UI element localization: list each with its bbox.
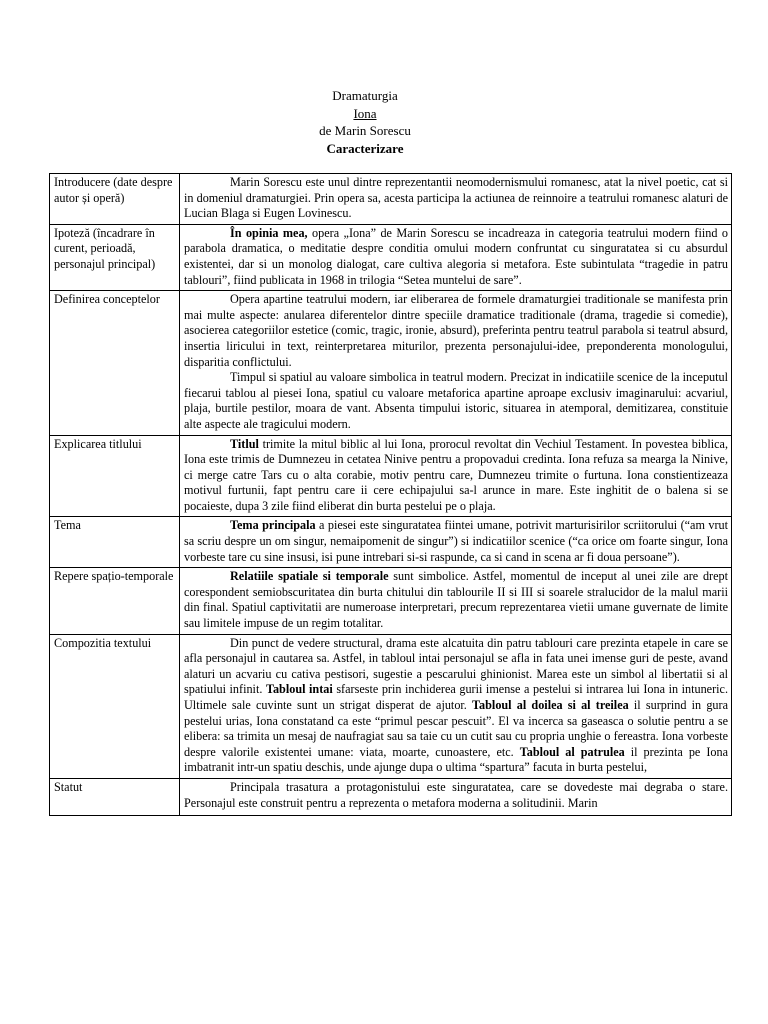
author-line: de Marin Sorescu xyxy=(319,123,411,138)
characterization-table xyxy=(49,173,732,816)
paragraph-text: sunt simbolice. Astfel, momentul de inceput al unei zile are drept corespondent semiobscuritatea din burta chitului din tablourile II si III si soarele stralucidor de la malul marii din final. Spatiul captivitatii are numeroase interpretari, precum reprezentarea vietii umane guvernate de limite sau limitele impuse de un regim totalitar. xyxy=(184,569,729,631)
paragraph-text: Marin Sorescu este unul dintre reprezentantii neomodernismului romanesc, atat la nivel poetic, cat si in domeniul dramaturgiei. Prin opera sa, acesta participa la actiunea de reinnoire a teatrului romanesc alaturi de Lucian Blaga si Eugen Lovinescu. xyxy=(184,175,728,221)
row-content xyxy=(180,291,732,435)
paragraph-text: sfarseste prin inchiderea gurii imense a pestelui si intrarea lui Iona in intuneric. Ultimele sale cuvinte sunt un strigat disperat de ajutor. xyxy=(184,682,728,712)
row-label: Statut xyxy=(50,778,180,815)
row-label: Explicarea titlului xyxy=(50,435,180,517)
bold-phrase: Tabloul al doilea si al treilea xyxy=(472,698,629,712)
paragraph-text: opera „Iona” de Marin Sorescu se incadreaza in categoria teatrului modern fiind o parabola dramatica, o meditatie despre conditia omului modern confruntat cu singuratatea si cu absurdul existentei, dar si un monolog dialogat, care cultiva alegoria si metafora. Este subintulata “tragedie in patru tablouri”, fiind publicata in 1968 in trilogia “Setea muntelui de sare”. xyxy=(184,225,728,287)
row-label: Definirea conceptelor xyxy=(50,291,180,435)
row-content xyxy=(180,517,732,568)
table-row xyxy=(50,634,732,778)
table-row xyxy=(50,291,732,435)
paragraph-text: Din punct de vedere structural, drama este alcatuita din patru tablouri care prezinta etapele in care se afla personajul in cautarea sa. Astfel, in tabloul intai personajul se afla in fata unei imense guri de peste, avand alaturi un acvariu cu cativa pestisori, sugestie a pescarului ghinionist. Marea este un simbol al libertatii si al spatiului infinit. xyxy=(184,635,728,697)
bold-phrase: Tabloul intai xyxy=(265,682,333,697)
paragraph-text: Timpul si spatiul au valoare simbolica in teatrul modern. Precizat in indicatiile scenice de la inceputul fiecarui tablou al piesei Iona, spatiul cu valoare metaforica apartine aproape exclusiv imaginarului: acvariul, plaja, burtile pestilor, moara de vant. Absenta timpului istoric, situarea in atemporal, demitizarea, constituie alte aspecte ale tragicului modern. xyxy=(184,370,728,431)
table-row xyxy=(50,517,732,568)
title-caracterizare: Caracterizare xyxy=(326,140,404,156)
paragraph-text: trimite la mitul biblic al lui Iona, prorocul revoltat din Vechiul Testament. In povestea biblica, Iona este trimis de Dumnezeu in cetatea Ninive pentru a propovadui credinta. Iona refuza sa mearga la Ninive, ci merge catre Tars cu o alta corabie, motiv pentru care, Dumnezeu trimite o furtuna. Iona constientizeaza motivul furtunii, fapt pentru care ii cere echipajului sa-l arunce in mare. Este inghitit de o balena si se pocaieste, dupa 3 zile fiind eliberat din burta pestelui pe o plaja. xyxy=(184,436,728,513)
table-row xyxy=(50,778,732,815)
row-label: Tema xyxy=(50,517,180,568)
paragraph-text: il prezinta pe Iona imbatranit intr-un spatiu deschis, unde ajunge dupa o ultima “spartura” facuta in burta pestelui, xyxy=(184,744,728,775)
bold-phrase: Relatiile spatiale si temporale xyxy=(230,569,389,584)
row-label: Ipoteză (încadrare în curent, perioadă, personajul principal) xyxy=(50,224,180,290)
table-row xyxy=(50,174,732,225)
row-content xyxy=(180,778,732,815)
row-content xyxy=(180,435,732,517)
bold-phrase: Tema principala xyxy=(230,518,316,533)
bold-phrase: Titlul xyxy=(230,436,259,451)
row-content xyxy=(180,634,732,778)
row-content xyxy=(180,224,732,290)
title-iona: Iona xyxy=(353,105,377,121)
bold-phrase: Tabloul al patrulea xyxy=(519,744,625,759)
row-content xyxy=(180,174,732,225)
paragraph-text: il surprind in gura pestelui urias, Iona constatand ca este “primul pescar pescuit”. El va incerca sa gaseasca o solutie pentru a se elibera: sa trimita un mesaj de naufragiat sau sa taie cu un cutit sau cu propria unghie o fereastra. Iona vorbeste despre valorile existentei umane: viata, moarte, cunoastere, etc. xyxy=(184,698,728,759)
paragraph-text: Opera apartine teatrului modern, iar eliberarea de formele dramaturgiei traditionale se manifesta prin mai multe aspecte: anularea diferentelor dintre speciile dramatice traditionale (drama, tragedie si comedie), asocierea categoriilor estetice (comic, tragic, ironie, absurd), preferinta pentru teatrul parabola si teatrul absurd, insertia liricului in text, reinterpretarea miturilor, prezenta personajului-idee, preponderenta monologului, disparitia conflictului. xyxy=(184,292,728,369)
table-row xyxy=(50,568,732,634)
title-dramaturgia: Dramaturgia xyxy=(332,88,398,103)
table-row xyxy=(50,224,732,290)
row-label: Introducere (date despre autor și operă) xyxy=(50,174,180,225)
document-header xyxy=(0,87,730,157)
bold-phrase: În opinia mea, xyxy=(230,225,308,240)
paragraph-text: a piesei este singuratatea fiintei umane, potrivit marturisirilor scriitorului (“am vrut sa scriu despre un om singur, nemaipomenit de singur”) si indicatiilor scenice (“ca orice om foarte singur, Iona vorbeste tare cu sine insusi, isi pune intrebari si-si raspunde, ca si cand in scena ar fi doua persoane”). xyxy=(184,518,728,564)
table-row xyxy=(50,435,732,517)
paragraph-text: Principala trasatura a protagonistului este singuratatea, care se dovedeste mai degraba o stare. Personajul este construit pentru a reprezenta o metafora moderna a solitudinii. Marin xyxy=(184,779,728,810)
row-content xyxy=(180,568,732,634)
row-label: Repere spațio-temporale xyxy=(50,568,180,634)
row-label: Compozitia textului xyxy=(50,634,180,778)
